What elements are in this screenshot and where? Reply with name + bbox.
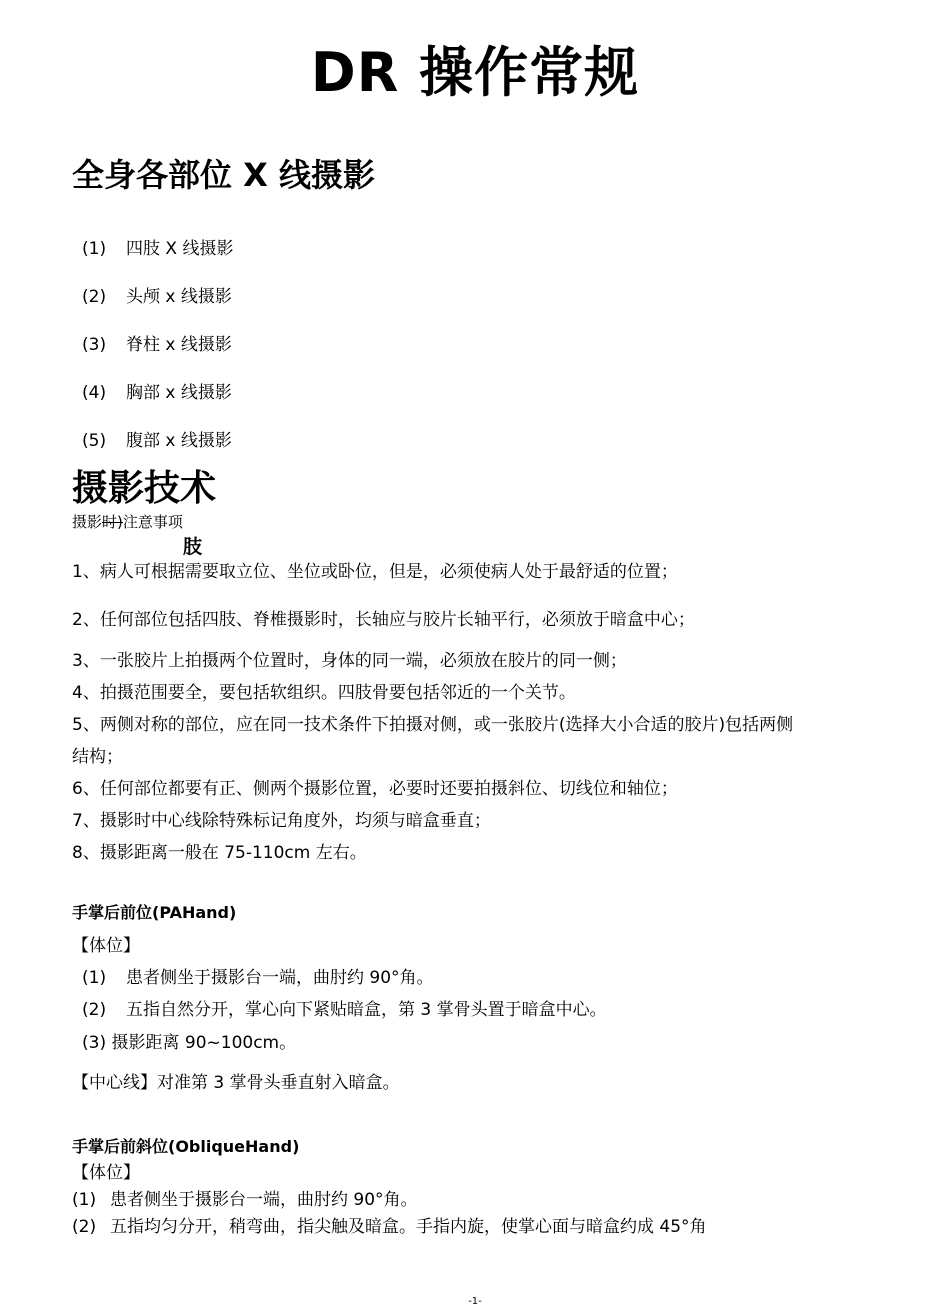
toc-item-text: 胸部 x 线摄影 bbox=[126, 383, 232, 403]
list-item-number: (2) bbox=[82, 1000, 107, 1020]
section-heading-technique: 摄影技术 bbox=[72, 468, 217, 509]
rule-line: 6、任何部位都要有正、侧两个摄影位置，必要时还要拍摄斜位、切线位和轴位； bbox=[72, 779, 678, 799]
section-title-pa-hand: 手掌后前位(PAHand) bbox=[72, 903, 237, 922]
rule-line: 7、摄影时中心线除特殊标记角度外，均须与暗盒垂直； bbox=[72, 811, 491, 831]
rule-line: 5、两侧对称的部位，应在同一技术条件下拍摄对侧，或一张胶片(选择大小合适的胶片)包括两侧 bbox=[72, 715, 794, 735]
rule-line: 1、病人可根据需要取立位、坐位或卧位，但是，必须使病人处于最舒适的位置； bbox=[72, 562, 678, 582]
page-title: DR 操作常规 bbox=[310, 41, 640, 104]
toc-item-number: (1) bbox=[82, 239, 107, 259]
toc-item-number: (4) bbox=[82, 383, 107, 403]
list-item bbox=[72, 1212, 707, 1237]
list-item-text: 患者侧坐于摄影台一端，曲肘约 90°角。 bbox=[126, 968, 434, 988]
list-item-number: (2) bbox=[72, 1217, 97, 1237]
stray-character: 肢 bbox=[183, 536, 203, 558]
rule-line: 2、任何部位包括四肢、脊椎摄影时，长轴应与胶片长轴平行，必须放于暗盒中心； bbox=[72, 610, 695, 630]
toc-item bbox=[82, 282, 232, 307]
section-title-oblique-hand: 手掌后前斜位(ObliqueHand) bbox=[72, 1137, 300, 1156]
rule-line: 4、拍摄范围要全，要包括软组织。四肢骨要包括邻近的一个关节。 bbox=[72, 683, 576, 703]
center-line-note: 【中心线】对准第 3 掌骨头垂直射入暗盒。 bbox=[72, 1073, 400, 1093]
toc-item-number: (3) bbox=[82, 335, 107, 355]
list-item bbox=[72, 1185, 418, 1210]
toc-item-text: 四肢 X 线摄影 bbox=[126, 239, 234, 259]
toc-item-number: (5) bbox=[82, 431, 107, 451]
rule-line: 3、一张胶片上拍摄两个位置时，身体的同一端，必须放在胶片的同一侧； bbox=[72, 651, 627, 671]
toc-item-text: 头颅 x 线摄影 bbox=[126, 287, 232, 307]
list-item-number: (1) bbox=[82, 968, 107, 988]
toc-item-text: 脊柱 x 线摄影 bbox=[126, 335, 232, 355]
rule-line: 结构； bbox=[72, 747, 123, 767]
list-item: (3) 摄影距离 90~100cm。 bbox=[82, 1033, 297, 1053]
toc-item bbox=[82, 234, 233, 259]
list-item-number: (1) bbox=[72, 1190, 97, 1210]
section-heading-radiography: 全身各部位 X 线摄影 bbox=[72, 156, 375, 194]
list-item bbox=[82, 963, 434, 988]
subheading-part: 摄影 bbox=[72, 513, 103, 531]
page-number: -1- bbox=[468, 1296, 482, 1307]
subheading-part: 注意事项 bbox=[122, 513, 183, 531]
subheading-notes bbox=[72, 511, 183, 532]
rule-line: 8、摄影距离一般在 75-110cm 左右。 bbox=[72, 843, 367, 863]
list-item bbox=[82, 995, 607, 1020]
toc-item bbox=[82, 426, 232, 451]
list-item-text: 五指自然分开，掌心向下紧贴暗盒，第 3 掌骨头置于暗盒中心。 bbox=[126, 1000, 607, 1020]
position-label: 【体位】 bbox=[72, 1163, 140, 1183]
toc-item bbox=[82, 378, 232, 403]
subheading-struck: 时) bbox=[102, 513, 123, 531]
list-item-text: 五指均匀分开，稍弯曲，指尖触及暗盒。手指内旋，使掌心面与暗盒约成 45°角 bbox=[110, 1217, 707, 1237]
position-label: 【体位】 bbox=[72, 936, 140, 956]
toc-item-text: 腹部 x 线摄影 bbox=[126, 431, 232, 451]
toc-item-number: (2) bbox=[82, 287, 107, 307]
toc-item bbox=[82, 330, 232, 355]
list-item-text: 患者侧坐于摄影台一端，曲肘约 90°角。 bbox=[110, 1190, 418, 1210]
